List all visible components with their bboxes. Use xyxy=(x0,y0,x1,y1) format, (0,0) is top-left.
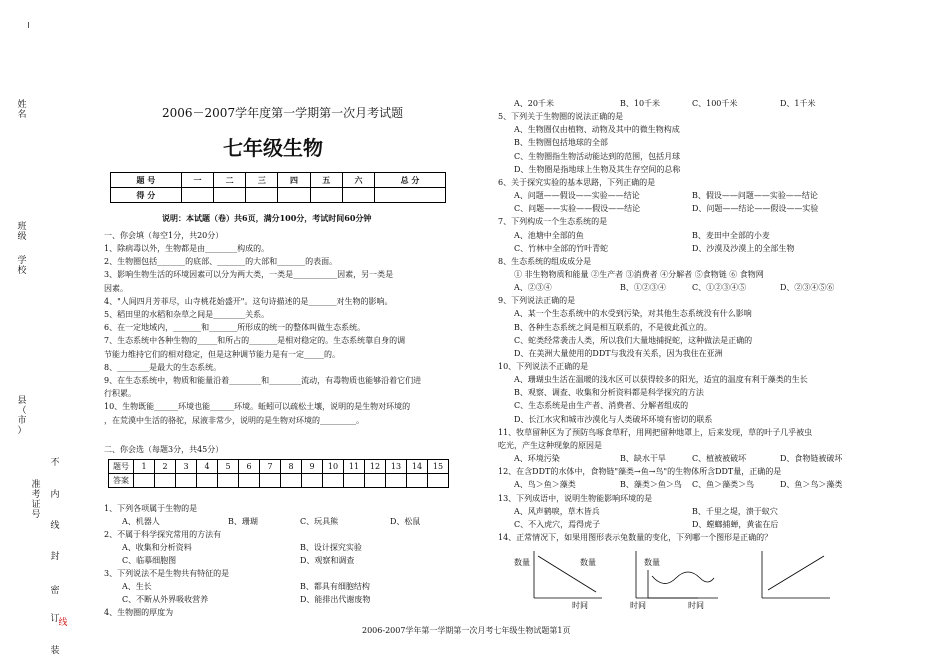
question-stem: 5、下列关于生物圈的说法正确的是 xyxy=(498,112,624,122)
question-stem: 9、下列说法正确的是 xyxy=(498,296,576,306)
question-option: D、生物圈是指地球上生物及其生存空间的总称 xyxy=(514,164,681,174)
question-option: A、珊瑚虫生活在温暖的浅水区可以获得较多的阳光，适宜的温度有利于藻类的生长 xyxy=(514,375,808,385)
question-option: C、问题——实验——假设——结论 xyxy=(514,204,641,214)
graph-a-y-label: 数量 xyxy=(514,558,530,567)
score-table-score-row xyxy=(111,188,446,203)
score-table-header-cell: 题 号 xyxy=(111,173,182,188)
score-table-header-cell: 五 xyxy=(310,173,342,188)
question-option: B、麦田中全部的小麦 xyxy=(692,230,770,240)
answer-table-header-cell: 12 xyxy=(365,459,386,473)
question-option: C、玩具熊 xyxy=(300,516,339,526)
question-option: A、②③④ xyxy=(514,283,552,293)
answer-table-answer-cell xyxy=(344,473,365,487)
question-option: A、问题——假设——实验——结论 xyxy=(514,191,640,201)
score-table-score-cell xyxy=(214,188,246,203)
graph-b-x-label: 时间 xyxy=(630,601,646,610)
answer-table-answer-cell xyxy=(134,473,155,487)
answer-table-answer-cell xyxy=(155,473,176,487)
question-option: B、假设——问题——实验——结论 xyxy=(692,191,818,201)
question-option: C、临摹细胞图 xyxy=(122,555,177,565)
answer-table-answer-cell xyxy=(281,473,302,487)
question-option: C、植被被破坏 xyxy=(692,454,747,464)
answer-table-answer-cell xyxy=(365,473,386,487)
question-option: D、食物链被破坏 xyxy=(780,454,843,464)
fill-blank-line: 节能力维持它们的相对稳定，但是这种调节能力是有一定_____的。 xyxy=(104,349,340,359)
question-option: ① 非生物物质和能量 ②生产者 ③消费者 ④分解者 ⑤食物链 ⑥ 食物网 xyxy=(514,269,764,279)
question-option: D、松鼠 xyxy=(390,516,421,526)
exam-note: 说明：本试题（卷）共6页，满分100分，考试时间60分钟 xyxy=(162,213,372,223)
exam-top-title: 2006－2007学年度第一学期第一次月考试题 xyxy=(162,106,404,120)
question-option: D、观察和调查 xyxy=(300,555,355,565)
score-table-score-label: 得 分 xyxy=(111,188,182,203)
margin-seal-word: 装 xyxy=(50,646,60,656)
question-stem: 1、下列各项属于生物的是 xyxy=(104,503,198,513)
answer-table xyxy=(108,459,449,488)
question-stem: 11、牧草留种区为了预防鸟啄食草籽，用网把留种地罩上，后来发现，草的叶子几乎被虫 xyxy=(498,427,813,437)
margin-name-label: 姓 名 xyxy=(17,100,27,120)
question-option: B、缺水干旱 xyxy=(620,454,666,464)
answer-table-answer-cell xyxy=(323,473,344,487)
question-stem: 4、生物圈的厚度为 xyxy=(104,607,174,617)
score-table-header-cell: 总 分 xyxy=(375,173,446,188)
question-option: C、鱼＞藻类＞鸟 xyxy=(692,480,755,490)
fill-blank-line: 8、________是最大的生态系统。 xyxy=(104,362,222,372)
answer-table-header-cell: 8 xyxy=(281,459,302,473)
question-option: D、长江水灾和城市沙漠化与人类破坏环境有密切的联系 xyxy=(514,414,713,424)
question-stem: 12、在含DDT的水体中，食物链"藻类→鱼→鸟"的生物体所含DDT量，正确的是 xyxy=(498,467,782,477)
question-option: A、机器人 xyxy=(122,516,160,526)
question-stem: 14、正常情况下，如果用图形表示兔数量的变化，下列哪一个图形是正确的？ xyxy=(498,532,773,542)
fill-blank-line: 7、生态系统中各种生物的_____和所占的_______是相对稳定的。生态系统靠自身的调 xyxy=(104,336,406,346)
question-option: A、鸟＞鱼＞藻类 xyxy=(514,480,576,490)
answer-table-header-cell: 4 xyxy=(197,459,218,473)
page-footer: 2006-2007学年第一学期第一次月考七年级生物试题第1页 xyxy=(362,626,571,635)
question-option: C、竹林中全部的竹叶青蛇 xyxy=(514,243,609,253)
question-option: B、藻类＞鱼＞鸟 xyxy=(620,480,682,490)
margin-tick xyxy=(28,22,29,28)
question-stem: 13、下列成语中，说明生物能影响环境的是 xyxy=(498,493,653,503)
fill-blank-line: ，在荒漠中生活的骆驼，尿液非常少，说明的是生物对环境的_________。 xyxy=(104,415,364,425)
graph-c-y-label: 数量 xyxy=(644,558,660,567)
question-option: C、蛇类经常袭击人类，所以我们大量地捕捉蛇，这种做法是正确的 xyxy=(514,335,753,345)
score-table-header-cell: 四 xyxy=(278,173,310,188)
question-option: B、各种生态系统之间是相互联系的，不是彼此孤立的。 xyxy=(514,322,712,332)
question-option: C、不断从外界吸收营养 xyxy=(122,594,209,604)
score-table-score-cell xyxy=(342,188,374,203)
score-table-score-cell xyxy=(278,188,310,203)
score-table-score-cell xyxy=(375,188,446,203)
fill-blank-line: 5、稻田里的水稻和杂草之间是________关系。 xyxy=(104,310,270,319)
answer-table-header-cell: 6 xyxy=(239,459,260,473)
score-table-score-cell xyxy=(310,188,342,203)
question-stem: 8、生态系统的组成成分是 xyxy=(498,256,592,266)
graph-d-curve xyxy=(768,556,824,590)
answer-table-answer-cell xyxy=(197,473,218,487)
question-option: A、生长 xyxy=(122,581,152,591)
subject-title: 七年级生物 xyxy=(223,136,323,160)
score-table-score-cell xyxy=(246,188,278,203)
margin-seal-word: 封 xyxy=(50,552,60,562)
margin-county-label: 县 （ 市 ） xyxy=(17,396,27,436)
score-table-header-row xyxy=(111,173,446,188)
question-option: A、收集和分析资料 xyxy=(122,542,192,552)
question-option: A、环境污染 xyxy=(514,454,560,464)
question-option: B、千里之堤，溃于蚁穴 xyxy=(692,506,778,516)
question-option: D、沙漠及沙漠上的全部生物 xyxy=(692,243,795,253)
fill-blank-line: 10、生物既能______环境也能______环境。蚯蚓可以疏松土壤，说明的是生物对环境的 xyxy=(104,402,411,412)
answer-table-header-cell: 7 xyxy=(260,459,281,473)
question-option: C、生态系统是由生产者、消费者、分解者组成的 xyxy=(514,401,689,411)
right-column xyxy=(498,98,848,548)
score-table-header-cell: 三 xyxy=(246,173,278,188)
score-table-header-cell: 六 xyxy=(342,173,374,188)
answer-table-header-cell: 9 xyxy=(302,459,323,473)
answer-table-header-row xyxy=(109,459,449,473)
question-stem: 2、不属于科学探究常用的方法有 xyxy=(104,529,222,539)
answer-table-answer-cell xyxy=(302,473,323,487)
question-option: D、能排出代谢废物 xyxy=(300,594,371,604)
fill-blank-line: 4、"人间四月芳菲尽，山寺桃花始盛开"。这句诗描述的是_______对生物的影响。 xyxy=(104,296,393,306)
question-stem: 6、关于探究实验的基本思路，下列正确的是 xyxy=(498,177,656,187)
question-stem: 10、下列说法不正确的是 xyxy=(498,362,589,371)
question-stem: 3、下列说法不是生物共有特征的是 xyxy=(104,568,230,578)
answer-table-header-cell: 题号 xyxy=(109,459,134,473)
question-option: B、设计探究实验 xyxy=(300,542,362,552)
answer-table-header-cell: 3 xyxy=(176,459,197,473)
score-table-header-cell: 一 xyxy=(181,173,213,188)
fill-blank-line: 6、在一定地域内，_______和_______所形成的统一的整体叫做生态系统。 xyxy=(104,323,366,333)
question-stem: 7、下列构成一个生态系统的是 xyxy=(498,217,608,227)
fill-blank-line: 行积累。 xyxy=(104,389,136,399)
answer-table-answer-cell xyxy=(260,473,281,487)
fill-blank-line: 3、影响生物生活的环境因素可以分为两大类，一类是___________因素，另一类是 xyxy=(104,270,394,280)
question-option: B、①②③④ xyxy=(620,283,666,293)
question-option: B、珊瑚 xyxy=(228,516,258,526)
score-table-score-cell xyxy=(181,188,213,203)
answer-table-answer-label: 答案 xyxy=(109,473,134,487)
question-option: A、某一个生态系统中的水受到污染，对其他生态系统没有什么影响 xyxy=(514,309,752,319)
margin-seal-word: 订 xyxy=(50,614,60,624)
answer-table-answer-cell xyxy=(218,473,239,487)
graph-b-y-label: 数量 xyxy=(580,558,596,567)
answer-table-header-cell: 11 xyxy=(344,459,365,473)
margin-class-label: 班 级 xyxy=(17,222,27,242)
answer-table-header-cell: 15 xyxy=(428,459,449,473)
question-option: B、10千米 xyxy=(620,99,661,108)
margin-school-label: 学 校 xyxy=(17,256,27,276)
question-option: A、20千米 xyxy=(514,99,554,108)
answer-table-header-cell: 1 xyxy=(134,459,155,473)
question-option: B、生物圈包括地球的全部 xyxy=(514,138,608,148)
answer-table-header-cell: 14 xyxy=(407,459,428,473)
section2-title: 二、你会选（每题3分，共45分） xyxy=(104,444,224,454)
margin-seal-word: 内 xyxy=(50,490,60,500)
answer-table-answer-cell xyxy=(428,473,449,487)
graph-c-curve xyxy=(652,572,714,584)
question-option: A、生物圈仅由植物、动物及其中的微生物构成 xyxy=(514,125,680,135)
graph-a-x-label: 时间 xyxy=(572,601,588,610)
question-option: D、②③④⑤⑥ xyxy=(780,283,835,293)
q14-graphs-svg xyxy=(508,548,848,610)
margin-seal-word: 密 xyxy=(50,586,60,596)
question-option: B、都具有细胞结构 xyxy=(300,581,370,591)
fill-blank-line: 9、在生态系统中，物质和能量沿着________和________流动，有毒物质也能够沿着它们进 xyxy=(104,376,422,385)
answer-table-header-cell: 13 xyxy=(386,459,407,473)
question-option: D、1千米 xyxy=(780,99,816,108)
question-option: D、在美洲大量使用的DDT与我没有关系，因为我住在亚洲 xyxy=(514,348,723,358)
question-option: D、螳螂捕蝉，黄雀在后 xyxy=(692,519,779,529)
answer-table-answer-cell xyxy=(176,473,197,487)
question-option: A、风声鹤唳，草木皆兵 xyxy=(514,506,600,516)
margin-seal-word: 不 xyxy=(50,458,60,468)
question-option: C、①②③④⑤ xyxy=(692,283,747,293)
question-option: A、池塘中全部的鱼 xyxy=(514,230,584,240)
section1-title: 一、你会填（每空1分，共20分） xyxy=(104,231,224,240)
margin-seal-word: 线 xyxy=(58,618,68,628)
question-option: C、生物圈指生物活动能达到的范围，包括月球 xyxy=(514,151,681,161)
graph-c-x-label: 时间 xyxy=(688,601,704,610)
question-option: D、鱼＞鸟＞藻类 xyxy=(780,480,843,490)
q14-graphs xyxy=(508,548,848,610)
answer-table-answer-cell xyxy=(386,473,407,487)
question-option: D、问题——结论——假设——实验 xyxy=(692,204,819,214)
answer-table-answer-cell xyxy=(407,473,428,487)
margin-exam-no-label: 准 考 证 号 xyxy=(31,480,41,520)
question-option: C、不入虎穴，焉得虎子 xyxy=(514,519,601,529)
fill-blank-line: 1、除病毒以外，生物都是由________构成的。 xyxy=(104,244,270,253)
answer-table-header-cell: 10 xyxy=(323,459,344,473)
score-table-header-cell: 二 xyxy=(214,173,246,188)
fill-blank-line: 2、生物圈包括_______的底部、_______的大部和_______的表面。 xyxy=(104,257,338,267)
score-table xyxy=(110,172,446,203)
answer-table-answer-row xyxy=(109,473,449,487)
question-option: C、100千米 xyxy=(692,99,738,108)
left-column xyxy=(104,230,454,617)
question-stem: 吃光，产生这种现象的原因是 xyxy=(498,440,602,450)
answer-table-header-cell: 2 xyxy=(155,459,176,473)
fill-blank-line: 因素。 xyxy=(104,283,128,293)
margin-seal-word: 线 xyxy=(50,521,60,531)
answer-table-answer-cell xyxy=(239,473,260,487)
question-option: B、观察、调查、收集和分析资料都是科学探究的方法 xyxy=(514,388,704,398)
answer-table-header-cell: 5 xyxy=(218,459,239,473)
